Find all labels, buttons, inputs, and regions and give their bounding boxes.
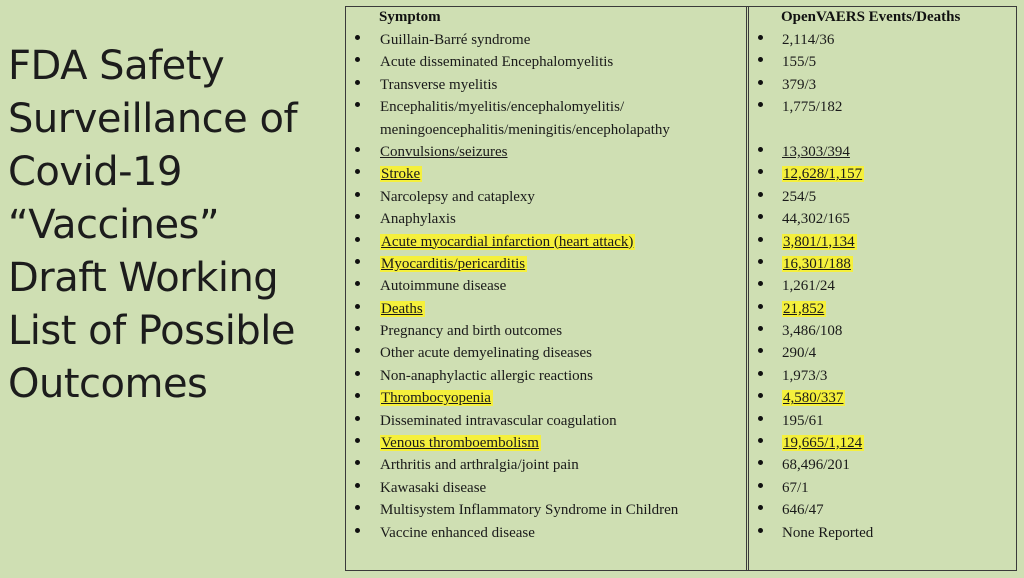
symptom-text: Deaths: [381, 300, 423, 317]
symptom-cell: [380, 320, 562, 342]
table-row: [0, 186, 1024, 208]
table-row: [0, 74, 1024, 96]
title-line: List of Possible: [8, 308, 295, 354]
bullet-icon: [758, 348, 763, 353]
events-deaths-value: 2,114/36: [782, 32, 835, 48]
symptom-cell: [380, 477, 486, 499]
bullet-icon: [758, 304, 763, 309]
symptom-text: Kawasaki disease: [380, 479, 487, 496]
bullet-icon: [758, 237, 763, 242]
symptom-text: Vaccine enhanced disease: [380, 524, 535, 541]
bullet-icon: [355, 35, 360, 40]
events-deaths-value: 44,302/165: [782, 211, 850, 228]
events-cell: [782, 410, 824, 432]
events-deaths-value: 379/3: [782, 76, 817, 93]
events-column-header: OpenVAERS Events/Deaths: [781, 9, 961, 25]
events-deaths-value: 1,261/24: [782, 278, 835, 295]
events-cell: [782, 96, 842, 118]
bullet-icon: [355, 237, 360, 242]
table-rows: [0, 29, 1024, 544]
events-deaths-value: 13,303/394: [782, 143, 850, 160]
symptom-text: Other acute demyelinating diseases: [380, 345, 593, 362]
bullet-icon: [355, 259, 360, 264]
bullet-icon: [758, 371, 763, 376]
table-row: [0, 365, 1024, 387]
bullet-icon: [758, 169, 763, 174]
bullet-icon: [355, 393, 360, 398]
symptom-cell: [380, 499, 678, 521]
events-deaths-value: 16,301/188: [783, 255, 851, 272]
bullet-icon: [355, 147, 360, 152]
events-cell: [782, 163, 864, 185]
bullet-icon: [355, 326, 360, 331]
events-cell: [782, 432, 864, 454]
events-cell: [782, 477, 809, 499]
title-line: Covid-19: [8, 149, 182, 195]
events-deaths-value: 195/61: [782, 412, 824, 429]
table-row: [0, 51, 1024, 73]
events-cell: [782, 253, 853, 275]
bullet-icon: [758, 460, 763, 465]
table-row: [0, 320, 1024, 342]
events-deaths-value: 290/4: [782, 345, 817, 362]
symptom-cell: [380, 186, 535, 208]
bullet-icon: [758, 416, 763, 421]
symptom-text: Disseminated intravascular coagulation: [380, 412, 617, 429]
bullet-icon: [355, 505, 360, 510]
bullet-icon: [355, 416, 360, 421]
symptom-text: Multisystem Inflammatory Syndrome in Children: [380, 502, 679, 519]
symptom-text: Convulsions/seizures: [380, 143, 508, 160]
table-row: [0, 342, 1024, 364]
table-row: [0, 163, 1024, 185]
title-line: Surveillance of: [8, 96, 298, 142]
symptom-text: Thrombocyopenia: [381, 390, 491, 407]
bullet-icon: [758, 528, 763, 533]
table-row: [0, 29, 1024, 51]
title-line: Draft Working: [8, 255, 279, 301]
bullet-icon: [758, 281, 763, 286]
bullet-icon: [758, 483, 763, 488]
table-row: [0, 96, 1024, 141]
bullet-icon: [758, 192, 763, 197]
events-deaths-value: 254/5: [782, 188, 817, 205]
events-cell: [782, 499, 824, 521]
symptom-text: Acute myocardial infarction (heart attack): [381, 233, 634, 250]
symptom-cell: [380, 231, 635, 253]
table-row: [0, 275, 1024, 297]
symptom-text: Encephalitis/myelitis/encephalomyelitis/: [380, 99, 625, 116]
table-row: [0, 141, 1024, 163]
table-row: [0, 208, 1024, 230]
symptom-text: Non-anaphylactic allergic reactions: [380, 367, 593, 384]
table-row: [0, 253, 1024, 275]
events-deaths-value: 1,775/182: [782, 99, 843, 116]
events-cell: [782, 298, 826, 320]
bullet-icon: [758, 102, 763, 107]
events-deaths-value: 1,973/3: [782, 367, 828, 384]
symptom-cell: [380, 163, 422, 185]
symptom-text: Narcolepsy and cataplexy: [380, 188, 535, 205]
table-row: [0, 477, 1024, 499]
bullet-icon: [355, 304, 360, 309]
bullet-icon: [758, 57, 763, 62]
symptom-text: Acute disseminated Encephalomyelitis: [380, 54, 614, 71]
symptom-text-continued: meningoencephalitis/meningitis/encepholapathy: [380, 121, 670, 138]
bullet-icon: [758, 35, 763, 40]
table-row: [0, 522, 1024, 544]
bullet-icon: [355, 528, 360, 533]
title-line: Outcomes: [8, 361, 208, 407]
events-cell: [782, 141, 850, 163]
events-cell: [782, 29, 834, 51]
bullet-icon: [758, 393, 763, 398]
bullet-icon: [758, 326, 763, 331]
events-deaths-value: 67/1: [782, 479, 809, 496]
symptom-cell: [380, 454, 579, 476]
symptom-cell: [380, 432, 541, 454]
events-deaths-value: 3,801/1,134: [783, 233, 855, 250]
symptom-cell: [380, 522, 535, 544]
symptom-text: Anaphylaxis: [380, 211, 456, 228]
symptom-text: Myocarditis/pericarditis: [381, 255, 526, 272]
bullet-icon: [355, 57, 360, 62]
events-deaths-value: 12,628/1,157: [783, 166, 863, 183]
bullet-icon: [758, 505, 763, 510]
title-line: “Vaccines”: [8, 202, 220, 248]
events-cell: [782, 275, 835, 297]
events-deaths-value: 4,580/337: [783, 390, 844, 407]
bullet-icon: [355, 102, 360, 107]
symptom-cell: [380, 96, 670, 141]
symptom-cell: [380, 365, 593, 387]
bullet-icon: [758, 259, 763, 264]
symptom-column-header: Symptom: [379, 9, 441, 25]
symptom-text: Arthritis and arthralgia/joint pain: [380, 457, 579, 474]
events-deaths-value: 19,665/1,124: [783, 435, 863, 452]
symptom-cell: [380, 275, 506, 297]
events-deaths-value: 68,496/201: [782, 457, 850, 474]
events-cell: [782, 387, 845, 409]
table-row: [0, 454, 1024, 476]
symptom-cell: [380, 253, 527, 275]
bullet-icon: [758, 438, 763, 443]
bullet-icon: [758, 80, 763, 85]
events-cell: [782, 231, 857, 253]
bullet-icon: [355, 281, 360, 286]
events-cell: [782, 320, 842, 342]
bullet-icon: [355, 348, 360, 353]
title-line: FDA Safety: [8, 43, 225, 89]
symptom-cell: [380, 29, 530, 51]
symptom-cell: [380, 410, 617, 432]
bullet-icon: [355, 483, 360, 488]
events-deaths-value: 155/5: [782, 54, 817, 71]
symptom-cell: [380, 342, 592, 364]
events-cell: [782, 208, 850, 230]
events-deaths-value: 21,852: [783, 300, 825, 317]
symptom-cell: [380, 141, 508, 163]
bullet-icon: [758, 214, 763, 219]
bullet-icon: [355, 460, 360, 465]
symptom-text: Transverse myelitis: [380, 76, 498, 93]
symptom-cell: [380, 51, 613, 73]
bullet-icon: [355, 214, 360, 219]
table-row: [0, 499, 1024, 521]
table-row: [0, 387, 1024, 409]
bullet-icon: [355, 438, 360, 443]
events-cell: [782, 365, 827, 387]
table-row: [0, 231, 1024, 253]
symptom-text: Autoimmune disease: [380, 278, 507, 295]
events-cell: [782, 51, 816, 73]
table-row: [0, 298, 1024, 320]
events-deaths-value: 3,486/108: [782, 323, 843, 340]
bullet-icon: [355, 371, 360, 376]
events-cell: [782, 342, 816, 364]
events-deaths-value: None Reported: [782, 524, 874, 541]
bullet-icon: [758, 147, 763, 152]
symptom-text: Pregnancy and birth outcomes: [380, 323, 563, 340]
symptom-cell: [380, 298, 425, 320]
symptom-cell: [380, 74, 497, 96]
events-cell: [782, 522, 873, 544]
events-cell: [782, 454, 850, 476]
bullet-icon: [355, 169, 360, 174]
symptom-cell: [380, 387, 493, 409]
symptom-cell: [380, 208, 456, 230]
symptom-text: Guillain-Barré syndrome: [380, 32, 531, 48]
events-cell: [782, 74, 816, 96]
table-row: [0, 432, 1024, 454]
symptom-text: Venous thromboembolism: [381, 435, 539, 452]
bullet-icon: [355, 192, 360, 197]
events-deaths-value: 646/47: [782, 502, 824, 519]
table-row: [0, 410, 1024, 432]
events-cell: [782, 186, 816, 208]
bullet-icon: [355, 80, 360, 85]
symptom-text: Stroke: [381, 166, 421, 183]
